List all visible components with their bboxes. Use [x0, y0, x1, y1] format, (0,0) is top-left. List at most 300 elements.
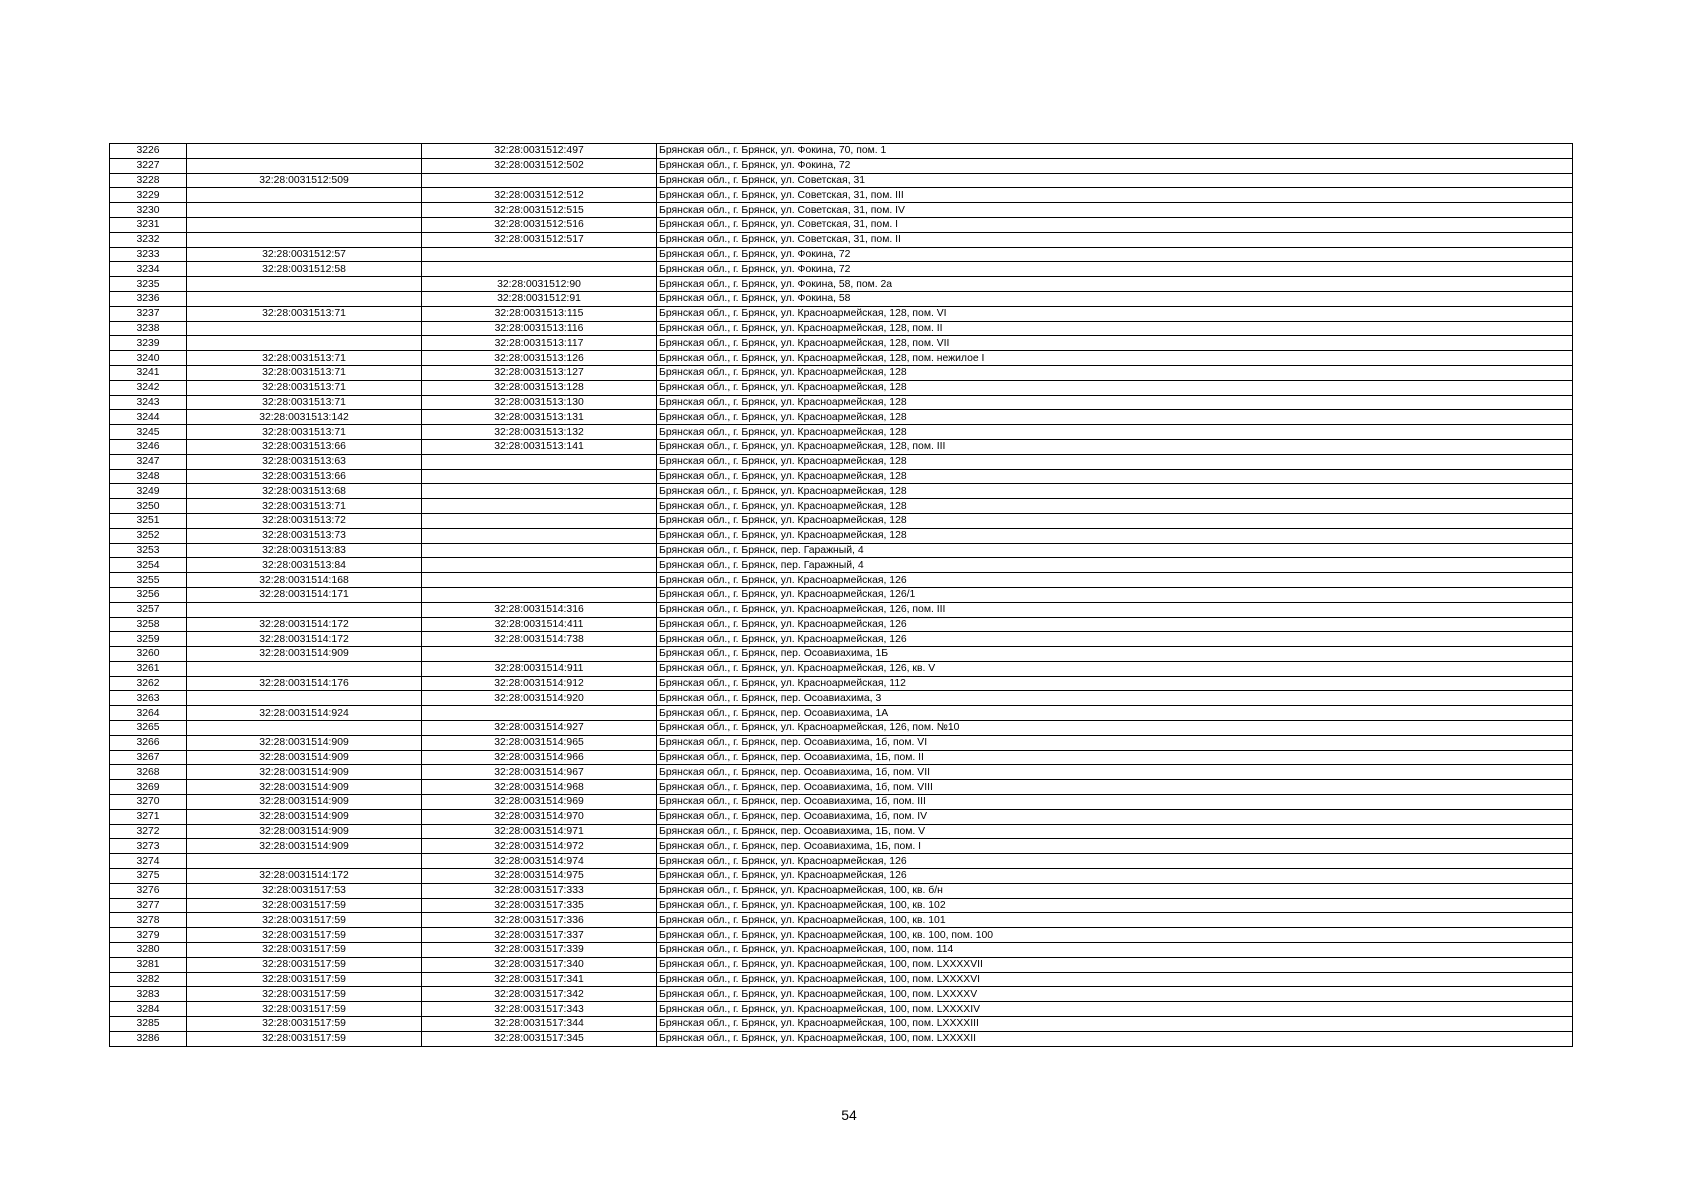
land-cadastral-number-cell: 32:28:0031514:909: [187, 795, 422, 810]
address-cell: Брянская обл., г. Брянск, ул. Красноармейская, 112: [657, 676, 1573, 691]
address-cell: Брянская обл., г. Брянск, ул. Красноармейская, 126, кв. V: [657, 661, 1573, 676]
object-cadastral-number-cell: 32:28:0031513:131: [422, 410, 657, 425]
row-number-cell: 3241: [110, 365, 187, 380]
row-number-cell: 3263: [110, 691, 187, 706]
object-cadastral-number-cell: 32:28:0031514:967: [422, 765, 657, 780]
table-row: [110, 943, 1573, 958]
land-cadastral-number-cell: 32:28:0031513:71: [187, 365, 422, 380]
table-row: [110, 854, 1573, 869]
land-cadastral-number-cell: 32:28:0031514:909: [187, 839, 422, 854]
object-cadastral-number-cell: 32:28:0031513:117: [422, 336, 657, 351]
object-cadastral-number-cell: 32:28:0031512:517: [422, 232, 657, 247]
row-number-cell: 3270: [110, 795, 187, 810]
table-row: [110, 809, 1573, 824]
table-row: [110, 898, 1573, 913]
object-cadastral-number-cell: [422, 513, 657, 528]
table-row: [110, 380, 1573, 395]
table-row: [110, 676, 1573, 691]
table-row: [110, 928, 1573, 943]
land-cadastral-number-cell: 32:28:0031517:59: [187, 898, 422, 913]
land-cadastral-number-cell: 32:28:0031513:72: [187, 513, 422, 528]
land-cadastral-number-cell: 32:28:0031514:909: [187, 809, 422, 824]
address-cell: Брянская обл., г. Брянск, пер. Осоавиахима, 1б, пом. IV: [657, 809, 1573, 824]
table-row: [110, 987, 1573, 1002]
address-cell: Брянская обл., г. Брянск, пер. Осоавиахима, 1б, пом. VI: [657, 735, 1573, 750]
land-cadastral-number-cell: 32:28:0031513:68: [187, 484, 422, 499]
row-number-cell: 3257: [110, 602, 187, 617]
address-cell: Брянская обл., г. Брянск, пер. Осоавиахима, 1Б: [657, 647, 1573, 662]
address-cell: Брянская обл., г. Брянск, пер. Гаражный, 4: [657, 558, 1573, 573]
address-cell: Брянская обл., г. Брянск, ул. Красноармейская, 128, пом. VII: [657, 336, 1573, 351]
land-cadastral-number-cell: 32:28:0031514:172: [187, 632, 422, 647]
object-cadastral-number-cell: 32:28:0031514:972: [422, 839, 657, 854]
table-row: [110, 203, 1573, 218]
row-number-cell: 3231: [110, 217, 187, 232]
table-row: [110, 883, 1573, 898]
row-number-cell: 3271: [110, 809, 187, 824]
address-cell: Брянская обл., г. Брянск, ул. Красноармейская, 100, кв. б/н: [657, 883, 1573, 898]
address-cell: Брянская обл., г. Брянск, ул. Красноармейская, 100, пом. LXXXXV: [657, 987, 1573, 1002]
address-cell: Брянская обл., г. Брянск, ул. Красноармейская, 128: [657, 528, 1573, 543]
land-cadastral-number-cell: [187, 321, 422, 336]
table-row: [110, 602, 1573, 617]
address-cell: Брянская обл., г. Брянск, ул. Красноармейская, 128: [657, 499, 1573, 514]
address-cell: Брянская обл., г. Брянск, ул. Советская, 31, пом. II: [657, 232, 1573, 247]
address-cell: Брянская обл., г. Брянск, ул. Фокина, 72: [657, 158, 1573, 173]
table-row: [110, 869, 1573, 884]
land-cadastral-number-cell: 32:28:0031514:909: [187, 824, 422, 839]
row-number-cell: 3276: [110, 883, 187, 898]
land-cadastral-number-cell: 32:28:0031513:71: [187, 306, 422, 321]
object-cadastral-number-cell: 32:28:0031517:345: [422, 1031, 657, 1046]
land-cadastral-number-cell: 32:28:0031513:66: [187, 469, 422, 484]
row-number-cell: 3230: [110, 203, 187, 218]
row-number-cell: 3243: [110, 395, 187, 410]
table-row: [110, 558, 1573, 573]
address-cell: Брянская обл., г. Брянск, ул. Красноармейская, 128: [657, 454, 1573, 469]
row-number-cell: 3260: [110, 647, 187, 662]
row-number-cell: 3281: [110, 957, 187, 972]
row-number-cell: 3226: [110, 144, 187, 159]
object-cadastral-number-cell: [422, 454, 657, 469]
table-row: [110, 795, 1573, 810]
address-cell: Брянская обл., г. Брянск, ул. Красноармейская, 128: [657, 484, 1573, 499]
table-row: [110, 439, 1573, 454]
table-row: [110, 321, 1573, 336]
table-row: [110, 306, 1573, 321]
table-row: [110, 217, 1573, 232]
land-cadastral-number-cell: 32:28:0031517:59: [187, 1031, 422, 1046]
address-cell: Брянская обл., г. Брянск, ул. Красноармейская, 126, пом. III: [657, 602, 1573, 617]
table-row: [110, 499, 1573, 514]
object-cadastral-number-cell: 32:28:0031514:911: [422, 661, 657, 676]
object-cadastral-number-cell: 32:28:0031513:116: [422, 321, 657, 336]
land-cadastral-number-cell: 32:28:0031514:909: [187, 735, 422, 750]
address-cell: Брянская обл., г. Брянск, пер. Гаражный, 4: [657, 543, 1573, 558]
table-row: [110, 661, 1573, 676]
row-number-cell: 3284: [110, 1002, 187, 1017]
property-register-table: [109, 143, 1573, 1047]
land-cadastral-number-cell: 32:28:0031513:73: [187, 528, 422, 543]
address-cell: Брянская обл., г. Брянск, ул. Красноармейская, 128: [657, 513, 1573, 528]
table-row: [110, 573, 1573, 588]
address-cell: Брянская обл., г. Брянск, пер. Осоавиахима, 1б, пом. VIII: [657, 780, 1573, 795]
address-cell: Брянская обл., г. Брянск, пер. Осоавиахима, 1б, пом. VII: [657, 765, 1573, 780]
address-cell: Брянская обл., г. Брянск, пер. Осоавиахима, 3: [657, 691, 1573, 706]
table-row: [110, 543, 1573, 558]
object-cadastral-number-cell: 32:28:0031512:91: [422, 291, 657, 306]
address-cell: Брянская обл., г. Брянск, ул. Красноармейская, 128: [657, 395, 1573, 410]
address-cell: Брянская обл., г. Брянск, ул. Фокина, 70, пом. 1: [657, 144, 1573, 159]
table-row: [110, 144, 1573, 159]
row-number-cell: 3242: [110, 380, 187, 395]
address-cell: Брянская обл., г. Брянск, ул. Фокина, 72: [657, 262, 1573, 277]
table-row: [110, 735, 1573, 750]
land-cadastral-number-cell: 32:28:0031513:66: [187, 439, 422, 454]
object-cadastral-number-cell: [422, 573, 657, 588]
land-cadastral-number-cell: [187, 217, 422, 232]
land-cadastral-number-cell: 32:28:0031517:59: [187, 972, 422, 987]
land-cadastral-number-cell: [187, 158, 422, 173]
table-row: [110, 262, 1573, 277]
address-cell: Брянская обл., г. Брянск, ул. Красноармейская, 128: [657, 410, 1573, 425]
land-cadastral-number-cell: [187, 336, 422, 351]
table-row: [110, 365, 1573, 380]
row-number-cell: 3244: [110, 410, 187, 425]
object-cadastral-number-cell: [422, 543, 657, 558]
table-row: [110, 706, 1573, 721]
object-cadastral-number-cell: 32:28:0031514:969: [422, 795, 657, 810]
table-row: [110, 647, 1573, 662]
table-row: [110, 484, 1573, 499]
address-cell: Брянская обл., г. Брянск, ул. Красноармейская, 126: [657, 854, 1573, 869]
row-number-cell: 3227: [110, 158, 187, 173]
table-row: [110, 454, 1573, 469]
row-number-cell: 3236: [110, 291, 187, 306]
address-cell: Брянская обл., г. Брянск, ул. Красноармейская, 128: [657, 380, 1573, 395]
object-cadastral-number-cell: [422, 647, 657, 662]
row-number-cell: 3274: [110, 854, 187, 869]
table-row: [110, 780, 1573, 795]
land-cadastral-number-cell: 32:28:0031517:59: [187, 1002, 422, 1017]
object-cadastral-number-cell: 32:28:0031517:341: [422, 972, 657, 987]
row-number-cell: 3278: [110, 913, 187, 928]
address-cell: Брянская обл., г. Брянск, ул. Красноармейская, 126, пом. №10: [657, 721, 1573, 736]
object-cadastral-number-cell: 32:28:0031517:333: [422, 883, 657, 898]
object-cadastral-number-cell: 32:28:0031517:339: [422, 943, 657, 958]
address-cell: Брянская обл., г. Брянск, ул. Красноармейская, 128, пом. II: [657, 321, 1573, 336]
address-cell: Брянская обл., г. Брянск, ул. Красноармейская, 100, пом. LXXXXII: [657, 1031, 1573, 1046]
row-number-cell: 3256: [110, 587, 187, 602]
object-cadastral-number-cell: 32:28:0031517:343: [422, 1002, 657, 1017]
object-cadastral-number-cell: 32:28:0031514:970: [422, 809, 657, 824]
object-cadastral-number-cell: 32:28:0031514:971: [422, 824, 657, 839]
table-row: [110, 957, 1573, 972]
table-row: [110, 232, 1573, 247]
object-cadastral-number-cell: [422, 706, 657, 721]
land-cadastral-number-cell: 32:28:0031517:59: [187, 1017, 422, 1032]
table-row: [110, 1017, 1573, 1032]
land-cadastral-number-cell: 32:28:0031514:176: [187, 676, 422, 691]
land-cadastral-number-cell: 32:28:0031513:63: [187, 454, 422, 469]
land-cadastral-number-cell: 32:28:0031514:171: [187, 587, 422, 602]
table-row: [110, 173, 1573, 188]
address-cell: Брянская обл., г. Брянск, ул. Красноармейская, 128: [657, 469, 1573, 484]
land-cadastral-number-cell: 32:28:0031513:83: [187, 543, 422, 558]
object-cadastral-number-cell: 32:28:0031517:342: [422, 987, 657, 1002]
object-cadastral-number-cell: 32:28:0031514:968: [422, 780, 657, 795]
object-cadastral-number-cell: 32:28:0031512:502: [422, 158, 657, 173]
land-cadastral-number-cell: [187, 277, 422, 292]
land-cadastral-number-cell: 32:28:0031512:509: [187, 173, 422, 188]
object-cadastral-number-cell: 32:28:0031512:516: [422, 217, 657, 232]
table-row: [110, 247, 1573, 262]
address-cell: Брянская обл., г. Брянск, ул. Красноармейская, 128: [657, 425, 1573, 440]
object-cadastral-number-cell: 32:28:0031514:927: [422, 721, 657, 736]
row-number-cell: 3251: [110, 513, 187, 528]
object-cadastral-number-cell: [422, 558, 657, 573]
row-number-cell: 3272: [110, 824, 187, 839]
table-row: [110, 395, 1573, 410]
land-cadastral-number-cell: [187, 602, 422, 617]
land-cadastral-number-cell: [187, 144, 422, 159]
table-row: [110, 824, 1573, 839]
row-number-cell: 3238: [110, 321, 187, 336]
row-number-cell: 3232: [110, 232, 187, 247]
land-cadastral-number-cell: 32:28:0031517:59: [187, 913, 422, 928]
land-cadastral-number-cell: 32:28:0031514:172: [187, 617, 422, 632]
address-cell: Брянская обл., г. Брянск, пер. Осоавиахима, 1б, пом. III: [657, 795, 1573, 810]
land-cadastral-number-cell: [187, 661, 422, 676]
address-cell: Брянская обл., г. Брянск, пер. Осоавиахима, 1Б, пом. II: [657, 750, 1573, 765]
address-cell: Брянская обл., г. Брянск, ул. Фокина, 72: [657, 247, 1573, 262]
land-cadastral-number-cell: 32:28:0031514:924: [187, 706, 422, 721]
object-cadastral-number-cell: [422, 499, 657, 514]
address-cell: Брянская обл., г. Брянск, ул. Красноармейская, 100, пом. LXXXXIV: [657, 1002, 1573, 1017]
land-cadastral-number-cell: 32:28:0031517:59: [187, 928, 422, 943]
land-cadastral-number-cell: 32:28:0031513:84: [187, 558, 422, 573]
address-cell: Брянская обл., г. Брянск, ул. Красноармейская, 100, пом. 114: [657, 943, 1573, 958]
table-row: [110, 617, 1573, 632]
row-number-cell: 3280: [110, 943, 187, 958]
land-cadastral-number-cell: 32:28:0031514:909: [187, 780, 422, 795]
object-cadastral-number-cell: 32:28:0031512:497: [422, 144, 657, 159]
address-cell: Брянская обл., г. Брянск, ул. Красноармейская, 126/1: [657, 587, 1573, 602]
object-cadastral-number-cell: 32:28:0031514:920: [422, 691, 657, 706]
row-number-cell: 3266: [110, 735, 187, 750]
table-row: [110, 972, 1573, 987]
object-cadastral-number-cell: 32:28:0031517:335: [422, 898, 657, 913]
row-number-cell: 3254: [110, 558, 187, 573]
row-number-cell: 3282: [110, 972, 187, 987]
address-cell: Брянская обл., г. Брянск, пер. Осоавиахима, 1А: [657, 706, 1573, 721]
land-cadastral-number-cell: [187, 188, 422, 203]
object-cadastral-number-cell: [422, 469, 657, 484]
address-cell: Брянская обл., г. Брянск, ул. Красноармейская, 128, пом. III: [657, 439, 1573, 454]
land-cadastral-number-cell: [187, 291, 422, 306]
object-cadastral-number-cell: [422, 247, 657, 262]
object-cadastral-number-cell: 32:28:0031513:141: [422, 439, 657, 454]
address-cell: Брянская обл., г. Брянск, ул. Красноармейская, 100, кв. 101: [657, 913, 1573, 928]
table-row: [110, 632, 1573, 647]
address-cell: Брянская обл., г. Брянск, ул. Красноармейская, 128, пом. VI: [657, 306, 1573, 321]
land-cadastral-number-cell: 32:28:0031517:59: [187, 943, 422, 958]
address-cell: Брянская обл., г. Брянск, ул. Советская, 31, пом. III: [657, 188, 1573, 203]
land-cadastral-number-cell: [187, 232, 422, 247]
row-number-cell: 3273: [110, 839, 187, 854]
land-cadastral-number-cell: [187, 203, 422, 218]
row-number-cell: 3240: [110, 351, 187, 366]
table-row: [110, 351, 1573, 366]
land-cadastral-number-cell: 32:28:0031513:142: [187, 410, 422, 425]
land-cadastral-number-cell: 32:28:0031512:57: [187, 247, 422, 262]
table-row: [110, 587, 1573, 602]
object-cadastral-number-cell: 32:28:0031513:126: [422, 351, 657, 366]
table-row: [110, 336, 1573, 351]
table-row: [110, 291, 1573, 306]
object-cadastral-number-cell: 32:28:0031514:738: [422, 632, 657, 647]
row-number-cell: 3285: [110, 1017, 187, 1032]
row-number-cell: 3279: [110, 928, 187, 943]
land-cadastral-number-cell: 32:28:0031513:71: [187, 351, 422, 366]
table-row: [110, 1031, 1573, 1046]
row-number-cell: 3249: [110, 484, 187, 499]
land-cadastral-number-cell: 32:28:0031514:909: [187, 647, 422, 662]
object-cadastral-number-cell: 32:28:0031512:515: [422, 203, 657, 218]
object-cadastral-number-cell: 32:28:0031513:130: [422, 395, 657, 410]
row-number-cell: 3228: [110, 173, 187, 188]
address-cell: Брянская обл., г. Брянск, ул. Красноармейская, 100, пом. LXXXXVI: [657, 972, 1573, 987]
table-row: [110, 277, 1573, 292]
row-number-cell: 3252: [110, 528, 187, 543]
object-cadastral-number-cell: 32:28:0031513:132: [422, 425, 657, 440]
object-cadastral-number-cell: 32:28:0031513:115: [422, 306, 657, 321]
address-cell: Брянская обл., г. Брянск, ул. Красноармейская, 126: [657, 869, 1573, 884]
land-cadastral-number-cell: 32:28:0031517:59: [187, 957, 422, 972]
table-row: [110, 691, 1573, 706]
table-row: [110, 158, 1573, 173]
row-number-cell: 3262: [110, 676, 187, 691]
address-cell: Брянская обл., г. Брянск, ул. Фокина, 58, пом. 2а: [657, 277, 1573, 292]
row-number-cell: 3283: [110, 987, 187, 1002]
table-row: [110, 750, 1573, 765]
object-cadastral-number-cell: 32:28:0031517:337: [422, 928, 657, 943]
land-cadastral-number-cell: 32:28:0031514:168: [187, 573, 422, 588]
row-number-cell: 3277: [110, 898, 187, 913]
table-row: [110, 1002, 1573, 1017]
object-cadastral-number-cell: 32:28:0031517:344: [422, 1017, 657, 1032]
land-cadastral-number-cell: 32:28:0031517:53: [187, 883, 422, 898]
object-cadastral-number-cell: 32:28:0031514:974: [422, 854, 657, 869]
address-cell: Брянская обл., г. Брянск, ул. Советская, 31: [657, 173, 1573, 188]
address-cell: Брянская обл., г. Брянск, ул. Красноармейская, 126: [657, 573, 1573, 588]
address-cell: Брянская обл., г. Брянск, ул. Красноармейская, 100, пом. LXXXXVII: [657, 957, 1573, 972]
row-number-cell: 3267: [110, 750, 187, 765]
object-cadastral-number-cell: 32:28:0031514:411: [422, 617, 657, 632]
address-cell: Брянская обл., г. Брянск, ул. Красноармейская, 128: [657, 365, 1573, 380]
row-number-cell: 3268: [110, 765, 187, 780]
address-cell: Брянская обл., г. Брянск, ул. Красноармейская, 126: [657, 617, 1573, 632]
row-number-cell: 3286: [110, 1031, 187, 1046]
address-cell: Брянская обл., г. Брянск, ул. Красноармейская, 100, кв. 102: [657, 898, 1573, 913]
address-cell: Брянская обл., г. Брянск, ул. Красноармейская, 100, кв. 100, пом. 100: [657, 928, 1573, 943]
table-row: [110, 528, 1573, 543]
address-cell: Брянская обл., г. Брянск, ул. Фокина, 58: [657, 291, 1573, 306]
object-cadastral-number-cell: 32:28:0031512:90: [422, 277, 657, 292]
table-row: [110, 513, 1573, 528]
land-cadastral-number-cell: 32:28:0031513:71: [187, 380, 422, 395]
row-number-cell: 3235: [110, 277, 187, 292]
land-cadastral-number-cell: 32:28:0031514:909: [187, 750, 422, 765]
table-body: [110, 144, 1573, 1047]
address-cell: Брянская обл., г. Брянск, ул. Красноармейская, 126: [657, 632, 1573, 647]
land-cadastral-number-cell: 32:28:0031514:909: [187, 765, 422, 780]
land-cadastral-number-cell: 32:28:0031513:71: [187, 425, 422, 440]
object-cadastral-number-cell: [422, 587, 657, 602]
table-row: [110, 839, 1573, 854]
object-cadastral-number-cell: 32:28:0031514:316: [422, 602, 657, 617]
object-cadastral-number-cell: [422, 173, 657, 188]
land-cadastral-number-cell: [187, 854, 422, 869]
object-cadastral-number-cell: 32:28:0031512:512: [422, 188, 657, 203]
object-cadastral-number-cell: [422, 262, 657, 277]
address-cell: Брянская обл., г. Брянск, ул. Советская, 31, пом. I: [657, 217, 1573, 232]
object-cadastral-number-cell: 32:28:0031517:340: [422, 957, 657, 972]
address-cell: Брянская обл., г. Брянск, ул. Красноармейская, 100, пом. LXXXXIII: [657, 1017, 1573, 1032]
row-number-cell: 3245: [110, 425, 187, 440]
object-cadastral-number-cell: 32:28:0031513:128: [422, 380, 657, 395]
object-cadastral-number-cell: 32:28:0031514:965: [422, 735, 657, 750]
table-row: [110, 188, 1573, 203]
object-cadastral-number-cell: [422, 484, 657, 499]
address-cell: Брянская обл., г. Брянск, ул. Советская, 31, пом. IV: [657, 203, 1573, 218]
address-cell: Брянская обл., г. Брянск, пер. Осоавиахима, 1Б, пом. I: [657, 839, 1573, 854]
row-number-cell: 3253: [110, 543, 187, 558]
row-number-cell: 3246: [110, 439, 187, 454]
row-number-cell: 3261: [110, 661, 187, 676]
row-number-cell: 3275: [110, 869, 187, 884]
row-number-cell: 3234: [110, 262, 187, 277]
table-row: [110, 469, 1573, 484]
table-row: [110, 425, 1573, 440]
table-row: [110, 721, 1573, 736]
land-cadastral-number-cell: [187, 691, 422, 706]
address-cell: Брянская обл., г. Брянск, пер. Осоавиахима, 1Б, пом. V: [657, 824, 1573, 839]
object-cadastral-number-cell: 32:28:0031514:975: [422, 869, 657, 884]
row-number-cell: 3265: [110, 721, 187, 736]
object-cadastral-number-cell: 32:28:0031514:966: [422, 750, 657, 765]
land-cadastral-number-cell: [187, 721, 422, 736]
row-number-cell: 3229: [110, 188, 187, 203]
table-row: [110, 913, 1573, 928]
object-cadastral-number-cell: [422, 528, 657, 543]
row-number-cell: 3259: [110, 632, 187, 647]
object-cadastral-number-cell: 32:28:0031517:336: [422, 913, 657, 928]
page-number: 54: [841, 1107, 857, 1123]
row-number-cell: 3255: [110, 573, 187, 588]
row-number-cell: 3247: [110, 454, 187, 469]
row-number-cell: 3258: [110, 617, 187, 632]
land-cadastral-number-cell: 32:28:0031513:71: [187, 395, 422, 410]
row-number-cell: 3237: [110, 306, 187, 321]
row-number-cell: 3239: [110, 336, 187, 351]
table-row: [110, 410, 1573, 425]
address-cell: Брянская обл., г. Брянск, ул. Красноармейская, 128, пом. нежилое I: [657, 351, 1573, 366]
land-cadastral-number-cell: 32:28:0031517:59: [187, 987, 422, 1002]
land-cadastral-number-cell: 32:28:0031514:172: [187, 869, 422, 884]
object-cadastral-number-cell: 32:28:0031513:127: [422, 365, 657, 380]
row-number-cell: 3248: [110, 469, 187, 484]
